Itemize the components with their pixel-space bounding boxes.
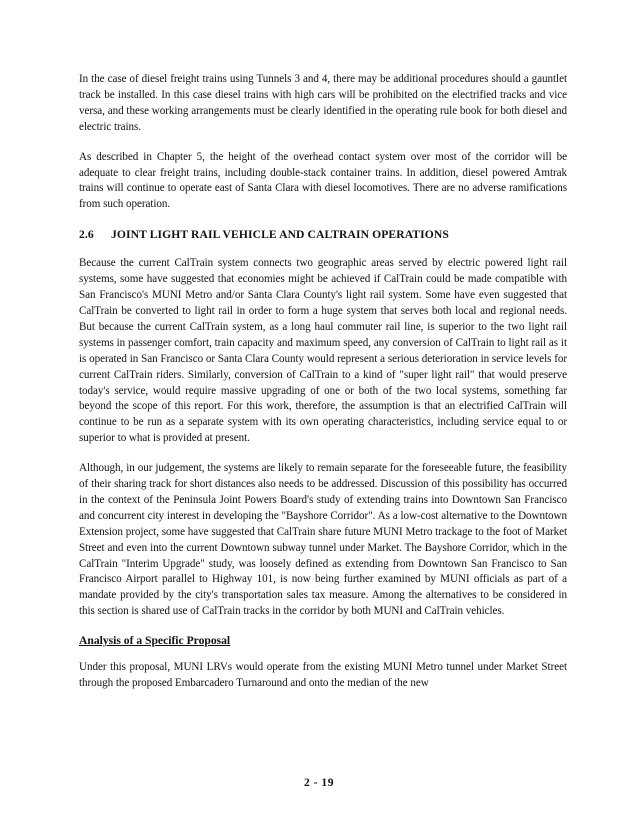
document-page: [79, 72, 567, 692]
paragraph-diesel-freight: In the case of diesel freight trains using Tunnels 3 and 4, there may be additional procedures should a gauntlet track be installed. In this case diesel trains with high cars will be prohibited on the electrified tracks and vice versa, and these working arrangements must be clearly identified in the operating rule book for both diesel and electric trains.: [79, 73, 567, 133]
section-title: JOINT LIGHT RAIL VEHICLE AND CALTRAIN OPERATIONS: [111, 228, 449, 242]
paragraph-shared-track: Although, in our judgement, the systems are likely to remain separate for the foreseeable future, the feasibility of their sharing track for short distances also needs to be addressed. Discussion of this possibility has occurred in the context of the Peninsula Joint Powers Board's study of extending trains into Downtown San Francisco and concurrent city interest in developing the "Bayshore Corridor". As a low-cost alternative to the Downtown Extension project, some have suggested that CalTrain share future MUNI Metro trackage to the foot of Market Street and even into the current Downtown subway tunnel under Market. The Bayshore Corridor, which in the CalTrain "Interim Upgrade" study, was loosely defined as extending from Downtown San Francisco to San Francisco Airport parallel to Highway 101, is now being further examined by MUNI officials as part of a mandate provided by the city's transportation sales tax measure. Among the alternatives to be considered in this section is shared use of CalTrain tracks in the corridor by both MUNI and CalTrain vehicles.: [79, 462, 567, 618]
page-number: 2 - 19: [303, 776, 335, 789]
section-heading: [79, 227, 567, 243]
paragraph-overhead-contact: As described in Chapter 5, the height of the overhead contact system over most of the corridor will be adequate to clear freight trains, including double-stack container trains. In addition, diesel powered Amtrak trains will continue to operate east of Santa Clara with diesel locomotives. There are no adverse ramifications from such operation.: [79, 150, 567, 211]
paragraph-muni-lrvs: Under this proposal, MUNI LRVs would operate from the existing MUNI Metro tunnel under Market Street through the proposed Embarcadero Turnaround and onto the median of the new: [79, 661, 567, 690]
subheading-specific-proposal: Analysis of a Specific Proposal: [79, 634, 231, 648]
section-number: 2.6: [79, 228, 94, 242]
paragraph-caltrain-system: Because the current CalTrain system connects two geographic areas served by electric powered light rail systems, some have suggested that economies might be achieved if CalTrain could be made compatible with San Francisco's MUNI Metro and/or Santa Clara County's light rail system. Some have even suggested that CalTrain be converted to light rail in order to form a huge system that serves both local and regional needs. But because the current CalTrain system, as a long haul commuter rail line, is superior to the two light rail systems in passenger comfort, train capacity and maximum speed, any conversion of CalTrain to light rail as it is operated in San Francisco or Santa Clara County would represent a serious deterioration in service levels for current CalTrain riders. Similarly, conversion of CalTrain to a kind of "super light rail" that would preserve today's service, would require massive upgrading of one or both of the two local systems, something far beyond the scope of this report. For this work, therefore, the assumption is that an electrified CalTrain will continue to be run as a separate system with its own operating characteristics, including service equal to or superior to what is provided at present.: [79, 257, 567, 445]
